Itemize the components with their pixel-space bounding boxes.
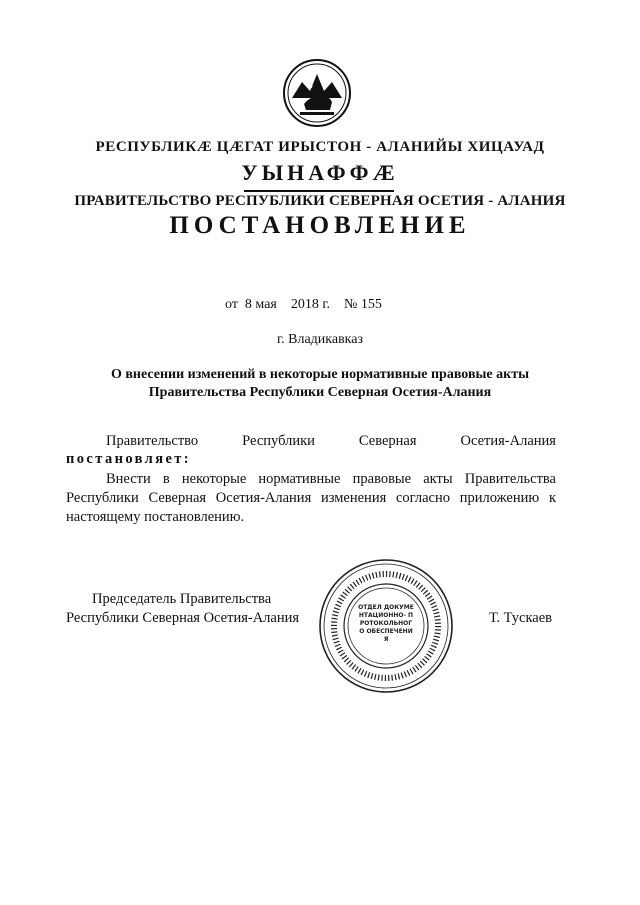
signatory-role-line-2: Республики Северная Осетия-Алания [66,610,300,626]
preamble-word-4: Осетия-Алания [460,433,556,449]
header-line-ossetian-govt: РЕСПУБЛИКӔ ЦӔГАТ ИРЫСТОН - АЛАНИЙЫ ХИЦАУАД [95,139,545,155]
header-underline [244,190,394,192]
document-subject-line-1: О внесении изменений в некоторые нормативные правовые акты [110,367,530,382]
preamble-word-3: Северная [358,433,417,449]
document-subject-line-2: Правительства Республики Северная Осетия-Алания [148,385,492,400]
decree-body-paragraph: Внести в некоторые нормативные правовые акты Правительства Республики Северная Осетия-Алания изменения согласно приложению к настоящему постановлению. [66,471,556,525]
decree-preamble [66,432,556,451]
document-type-title: ПОСТАНОВЛЕНИЕ [169,212,471,239]
signatory-role-line-1: Председатель Правительства [92,591,272,607]
preamble-word-1: Правительство [106,433,199,449]
coat-of-arms-icon [282,58,352,128]
stamp-center-text: ОТДЕЛ ДОКУМЕНТАЦИОННО- ПРОТОКОЛЬНОГО ОБЕСПЕЧЕНИЯ [358,604,414,643]
document-city: г. Владикавказ [276,332,364,347]
header-line-russian-govt: ПРАВИТЕЛЬСТВО РЕСПУБЛИКИ СЕВЕРНАЯ ОСЕТИЯ - АЛАНИЯ [74,193,566,209]
document-date-number: от 8 мая 2018 г. № 155 [225,297,382,312]
preamble-word-2: Республики [242,433,315,449]
official-stamp [318,558,454,694]
signatory-name: Т. Тускаев [489,610,553,626]
decree-keyword: постановляет: [66,451,192,467]
header-line-decree-ossetian: УЫНАФФӔ [241,160,399,185]
